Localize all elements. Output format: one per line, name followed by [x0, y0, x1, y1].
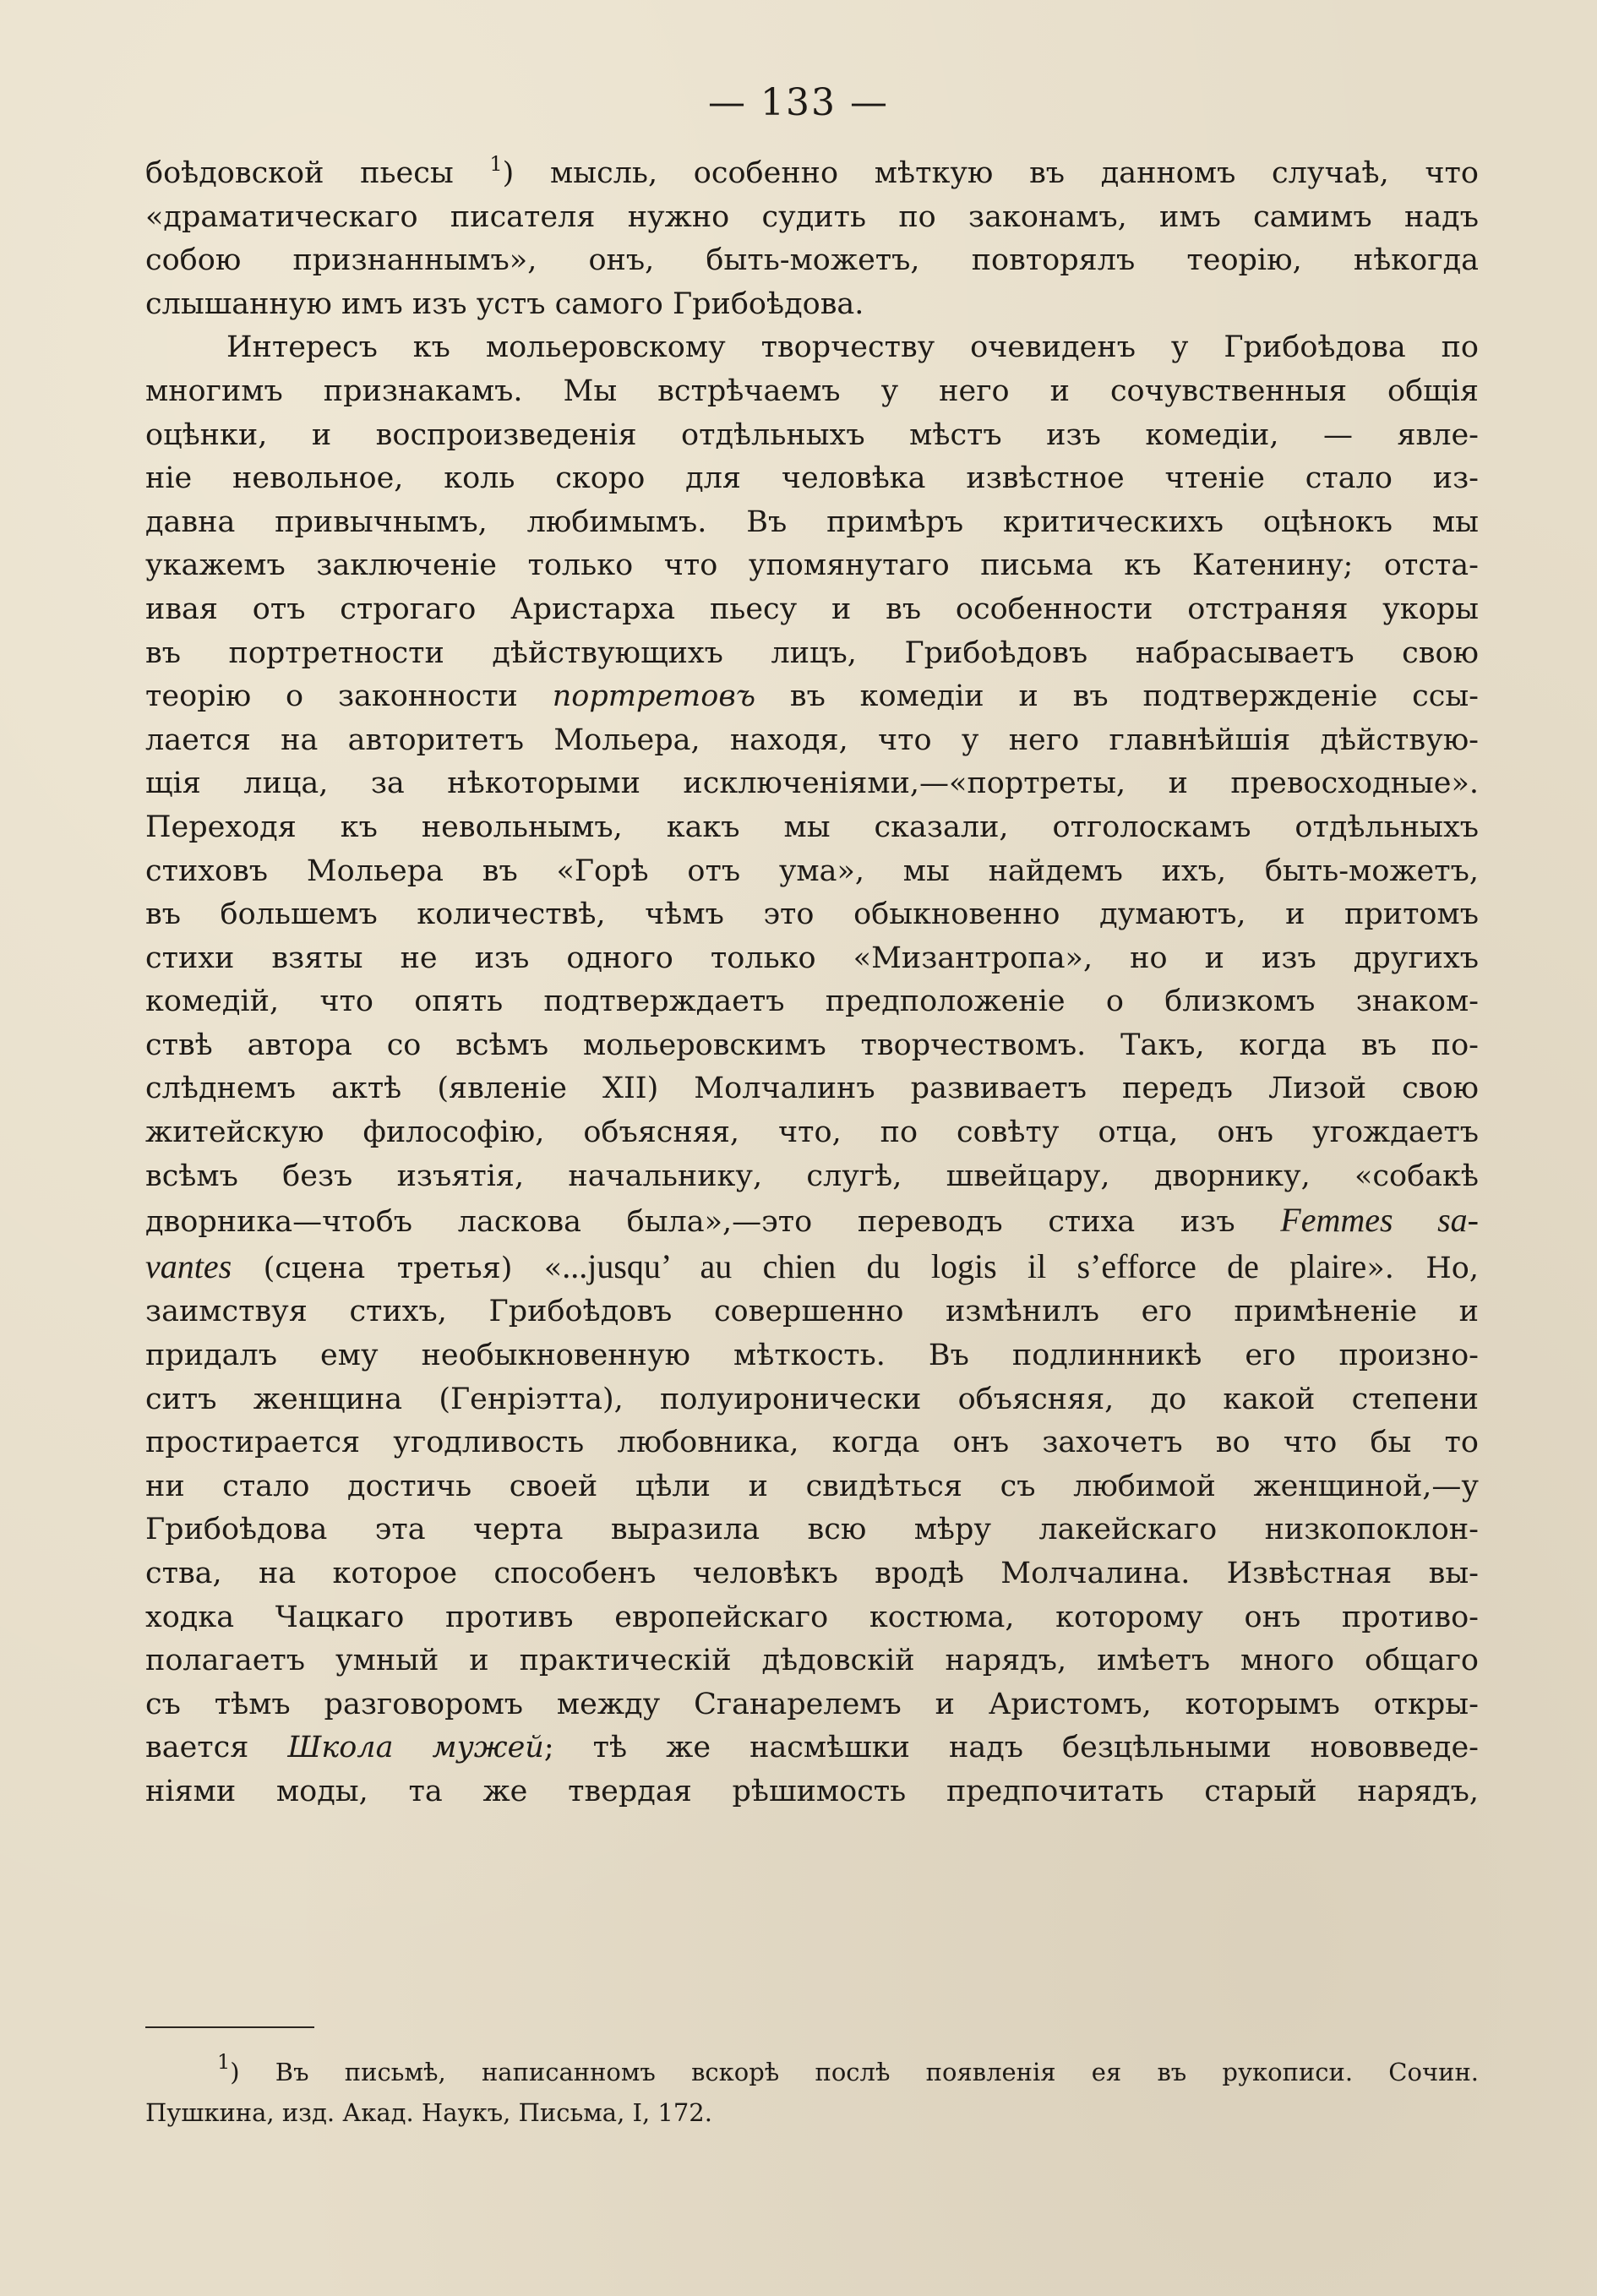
text-line: ивая отъ строгаго Аристарха пьесу и въ особенности отстраняя укоры — [145, 592, 1479, 626]
text-fragment: вается — [145, 1731, 288, 1765]
text-line: ситъ женщина (Генріэтта), полуиронически объясняя, до какой степени — [145, 1382, 1479, 1416]
text-line: щія лица, за нѣкоторыми исключеніями,—«портреты, и превосходные». — [145, 766, 1479, 801]
italic-title: vantes — [145, 1246, 232, 1285]
italic-title: Femmes sa- — [1280, 1201, 1479, 1240]
text-line — [145, 1198, 1479, 1245]
text-line: въ большемъ количествѣ, чѣмъ это обыкновенно думаютъ, и притомъ — [145, 897, 1479, 932]
text-fragment: теорію о законности — [145, 679, 553, 714]
text-line: давна привычнымъ, любимымъ. Въ примѣръ критическихъ оцѣнокъ мы — [145, 504, 1479, 539]
text-line — [145, 1726, 1479, 1770]
text-line: стиховъ Мольера въ «Горѣ отъ ума», мы найдемъ ихъ, быть-можетъ, — [145, 854, 1479, 888]
footnote-mark: 1 — [217, 2050, 231, 2074]
text-line: оцѣнки, и воспроизведенія отдѣльныхъ мѣстъ изъ комедіи, — явле- — [145, 417, 1479, 452]
text-line: ствѣ автора со всѣмъ мольеровскимъ творчествомъ. Такъ, когда въ по- — [145, 1028, 1479, 1062]
text-line: комедій, что опять подтверждаетъ предположеніе о близкомъ знаком- — [145, 984, 1479, 1019]
text-line — [145, 326, 1479, 370]
text-line: укажемъ заключеніе только что упомянутаго письма къ Катенину; отста- — [145, 548, 1479, 583]
text-line: Переходя къ невольнымъ, какъ мы сказали, отголоскамъ отдѣльныхъ — [145, 810, 1479, 844]
text-line — [145, 152, 1479, 196]
footnote-line — [145, 2052, 1479, 2092]
text-fragment: ; тѣ же насмѣшки надъ безцѣльными нововведе- — [543, 1731, 1479, 1765]
text-line: въ портретности дѣйствующихъ лицъ, Грибоѣдовъ набрасываетъ свою — [145, 635, 1479, 670]
text-line — [145, 1245, 1479, 1291]
text-line: придалъ ему необыкновенную мѣткость. Въ подлинникѣ его произно- — [145, 1339, 1479, 1373]
text-fragment: ». Но, — [1366, 1251, 1480, 1285]
text-line: всѣмъ безъ изъятія, начальнику, слугѣ, швейцару, дворнику, «собакѣ — [145, 1159, 1479, 1193]
text-line: съ тѣмъ разговоромъ между Сганарелемъ и Аристомъ, которымъ откры- — [145, 1687, 1479, 1721]
text-line — [145, 675, 1479, 719]
text-line: житейскую философію, объясняя, что, по совѣту отца, онъ угождаетъ — [145, 1115, 1479, 1150]
text-fragment: (сцена третья) « — [232, 1251, 563, 1285]
text-fragment: боѣдовской пьесы — [145, 156, 490, 190]
footnote-reference[interactable]: 1 — [489, 152, 503, 176]
text-line: заимствуя стихъ, Грибоѣдовъ совершенно измѣнилъ его примѣненіе и — [145, 1295, 1479, 1329]
text-line: ніе невольное, коль скоро для человѣка извѣстное чтеніе стало из- — [145, 461, 1479, 496]
italic-term: портретовъ — [552, 679, 756, 714]
text-line: собою признаннымъ», онъ, быть-можетъ, повторялъ теорію, нѣкогда — [145, 243, 1479, 278]
text-fragment: Интересъ къ мольеровскому творчеству очевиденъ у Грибоѣдова по — [226, 330, 1479, 365]
text-line: слышанную имъ изъ устъ самого Грибоѣдова. — [145, 286, 864, 321]
main-text — [145, 152, 1479, 1814]
text-line: слѣднемъ актѣ (явленіе XII) Молчалинъ развиваетъ передъ Лизой свою — [145, 1072, 1479, 1106]
text-fragment: въ комедіи и въ подтвержденіе ссы- — [755, 679, 1479, 714]
text-line: лается на авторитетъ Мольера, находя, что у него главнѣйшія дѣйствую- — [145, 723, 1479, 757]
text-line: ніями моды, та же твердая рѣшимость предпочитать старый нарядъ, — [145, 1774, 1479, 1808]
text-line: многимъ признакамъ. Мы встрѣчаемъ у него и сочувственныя общія — [145, 374, 1479, 408]
footnote-divider — [145, 2026, 314, 2028]
french-quote: ...jusqu’ au chien du logis il s’efforce de plaire — [562, 1246, 1367, 1285]
page-number: — 133 — — [708, 81, 889, 124]
text-line: ства, на которое способенъ человѣкъ вродѣ Молчалина. Извѣстная вы- — [145, 1557, 1479, 1590]
text-line: ходка Чацкаго противъ европейскаго костюма, которому онъ противо- — [145, 1600, 1479, 1634]
text-line: полагаетъ умный и практическій дѣдовскій нарядъ, имѣетъ много общаго — [145, 1644, 1479, 1678]
footnote — [145, 2052, 1479, 2133]
text-line: стихи взяты не изъ одного только «Мизантропа», но и изъ другихъ — [145, 941, 1479, 975]
text-line: простирается угодливость любовника, когда онъ захочетъ во что бы то — [145, 1426, 1479, 1460]
text-fragment: дворника—чтобъ ласкова была»,—это переводъ стиха изъ — [145, 1205, 1281, 1240]
italic-title: Школа мужей — [287, 1731, 544, 1765]
text-line: «драматическаго писателя нужно судить по законамъ, имъ самимъ надъ — [145, 199, 1479, 234]
text-fragment: ) Въ письмѣ, написанномъ вскорѣ послѣ появленія ея въ рукописи. Сочин. — [230, 2058, 1479, 2086]
text-line: Грибоѣдова эта черта выразила всю мѣру лакейскаго низкопоклон- — [145, 1513, 1479, 1547]
footnote-line: Пушкина, изд. Акад. Наукъ, Письма, I, 172. — [145, 2098, 712, 2127]
text-fragment: ) мысль, особенно мѣткую въ данномъ случаѣ, что — [502, 156, 1479, 190]
text-line: ни стало достичь своей цѣли и свидѣться съ любимой женщиной,—у — [145, 1469, 1479, 1503]
